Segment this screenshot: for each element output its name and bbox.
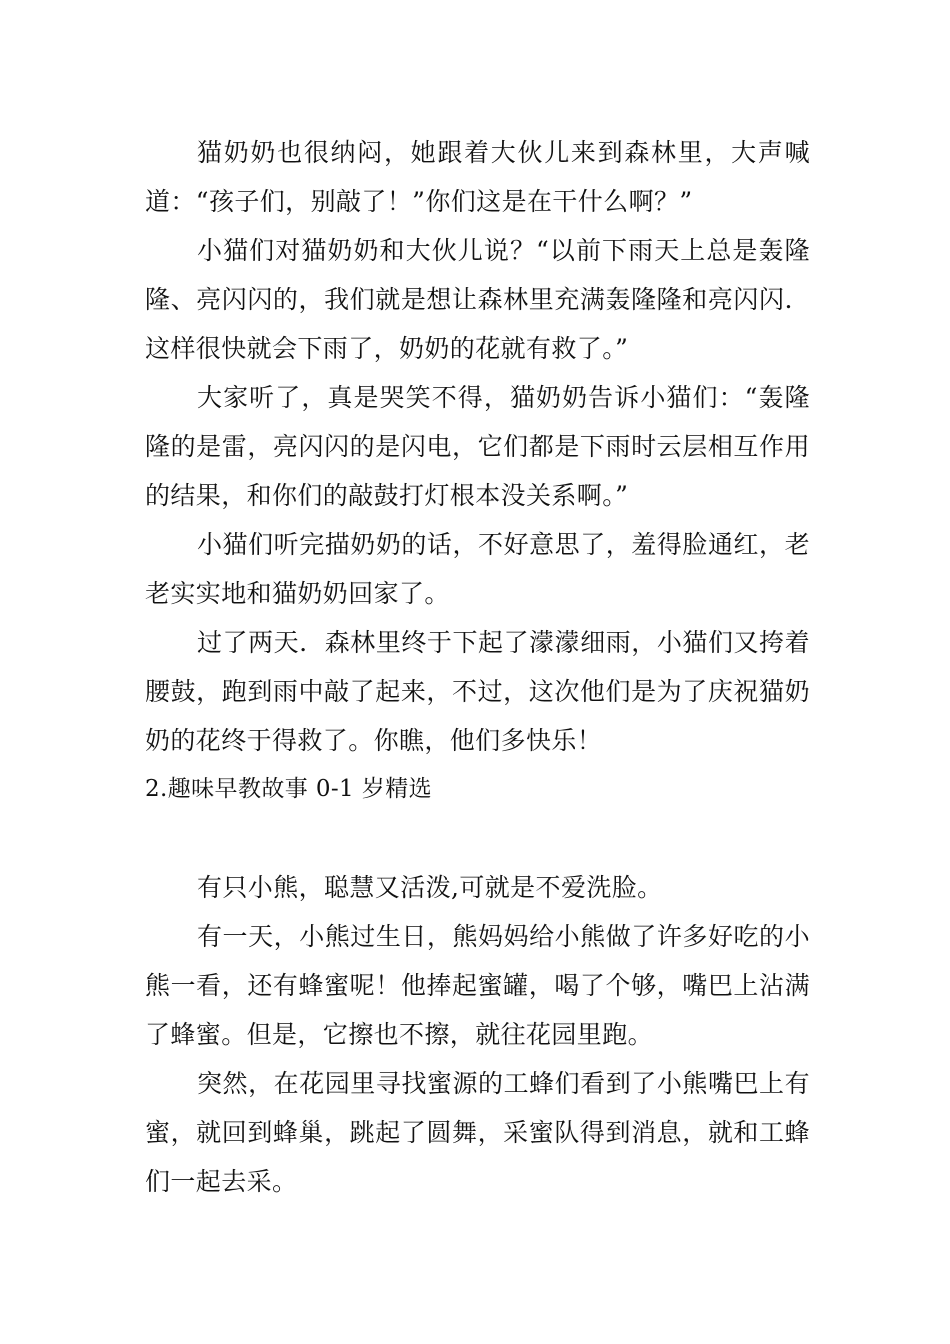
spacer — [145, 814, 810, 863]
document-body — [145, 128, 810, 1206]
paragraph: 小猫们听完描奶奶的话，不好意思了，羞得脸通红，老老实实地和猫奶奶回家了。 — [145, 530, 810, 608]
paragraph: 小猫们对猫奶奶和大伙儿说？“以前下雨天上总是轰隆隆、亮闪闪的，我们就是想让森林里充满轰隆隆和亮闪闪．这样很快就会下雨了，奶奶的花就有救了。” — [145, 236, 810, 363]
paragraph: 有只小熊，聪慧又活泼,可就是不爱洗脸。 — [197, 873, 663, 902]
section-heading: 2.趣味早教故事 0-1 岁精选 — [145, 776, 433, 802]
paragraph: 有一天，小熊过生日，熊妈妈给小熊做了许多好吃的小熊一看，还有蜂蜜呢！他捧起蜜罐，喝了个够，嘴巴上沾满了蜂蜜。但是，它擦也不擦，就往花园里跑。 — [145, 922, 810, 1049]
paragraph: 过了两天．森林里终于下起了濛濛细雨，小猫们又挎着腰鼓，跑到雨中敲了起来，不过，这次他们是为了庆祝猫奶奶的花终于得救了。你瞧，他们多快乐！ — [145, 628, 810, 755]
paragraph: 猫奶奶也很纳闷，她跟着大伙儿来到森林里，大声喊道：“孩子们，别敲了！”你们这是在干什么啊？” — [145, 138, 810, 216]
paragraph: 大家听了，真是哭笑不得，猫奶奶告诉小猫们：“轰隆隆的是雷，亮闪闪的是闪电，它们都是下雨时云层相互作用的结果，和你们的敲鼓打灯根本没关系啊。” — [145, 383, 810, 510]
paragraph: 突然，在花园里寻找蜜源的工蜂们看到了小熊嘴巴上有蜜，就回到蜂巢，跳起了圆舞，采蜜队得到消息，就和工蜂们一起去采。 — [145, 1069, 810, 1196]
